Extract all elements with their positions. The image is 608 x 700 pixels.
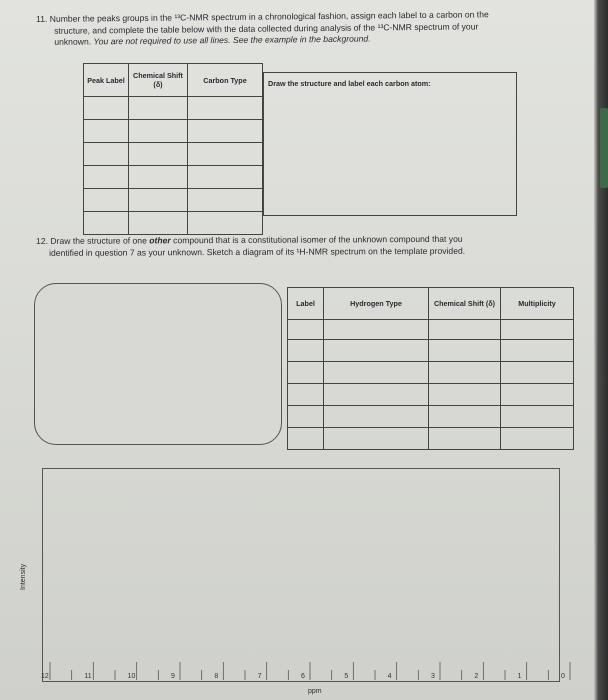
table-cell[interactable]: [288, 428, 324, 450]
table-row: [84, 212, 263, 235]
structure-drawing-box[interactable]: [263, 72, 517, 216]
table-cell[interactable]: [129, 189, 188, 212]
header-chemical-shift-2: Chemical Shift (δ): [429, 288, 501, 320]
tick-label: 0: [561, 673, 565, 680]
table-cell[interactable]: [501, 406, 574, 428]
table-cell[interactable]: [84, 120, 129, 143]
question-12-number: 12.: [36, 235, 49, 246]
question-11-line-3a: unknown.: [54, 36, 92, 47]
table-cell[interactable]: [288, 320, 324, 340]
table-cell[interactable]: [501, 320, 574, 340]
table-cell[interactable]: [324, 340, 429, 362]
table-cell[interactable]: [129, 166, 188, 189]
tick-label: 6: [301, 673, 305, 680]
carbon-nmr-table: [83, 63, 263, 235]
question-11-number: 11.: [36, 13, 48, 24]
table-cell[interactable]: [188, 120, 263, 143]
structure-drawing-label: Draw the structure and label each carbon atom:: [268, 79, 431, 88]
table-cell[interactable]: [129, 143, 188, 166]
table-cell[interactable]: [84, 189, 129, 212]
question-12-line-2: identified in question 7 as your unknown. Sketch a diagram of its ¹H-NMR spectrum on the template provided.: [49, 245, 466, 258]
header-multiplicity: Multiplicity: [501, 288, 574, 320]
header-carbon-type: Carbon Type: [188, 64, 263, 97]
table-cell[interactable]: [84, 97, 129, 120]
table-cell[interactable]: [324, 362, 429, 384]
question-12-line-1c: compound that is a constitutional isomer of the unknown compound that you: [173, 233, 463, 246]
tick-label: 4: [387, 673, 392, 680]
tick-label: 3: [431, 673, 435, 680]
table-cell[interactable]: [324, 384, 429, 406]
question-12-line-1b: other: [149, 235, 171, 246]
table-cell[interactable]: [84, 143, 129, 166]
table-cell[interactable]: [188, 97, 263, 120]
table-cell[interactable]: [324, 320, 429, 340]
table-cell[interactable]: [429, 406, 501, 428]
table-row: [288, 340, 574, 362]
table-cell[interactable]: [288, 340, 324, 362]
isomer-drawing-area[interactable]: [34, 283, 282, 445]
spectrum-x-axis-label: ppm: [308, 688, 322, 695]
header-chemical-shift: Chemical Shift (δ): [129, 64, 188, 97]
background-edge: [600, 108, 608, 188]
table-cell[interactable]: [84, 212, 129, 235]
table-cell[interactable]: [501, 362, 574, 384]
header-hydrogen-type: Hydrogen Type: [324, 288, 429, 320]
table-cell[interactable]: [288, 406, 324, 428]
table-cell[interactable]: [129, 120, 188, 143]
question-11-text: [36, 9, 489, 48]
tick-label: 11: [84, 673, 92, 680]
table-cell[interactable]: [501, 384, 574, 406]
tick-label: 2: [474, 673, 479, 680]
table-row: [288, 428, 574, 450]
table-row: [84, 120, 263, 143]
question-11-line-3b: You are not required to use all lines. See the example in the background.: [93, 33, 371, 47]
table-cell[interactable]: [84, 166, 129, 189]
page-edge-shadow: [594, 0, 608, 700]
question-11-line-1: Number the peaks groups in the ¹³C-NMR spectrum in a chronological fashion, assign each label to a carbon on the: [49, 9, 489, 24]
question-12-text: [36, 234, 465, 259]
table-cell[interactable]: [501, 340, 574, 362]
header-peak-label: Peak Label: [84, 64, 129, 97]
table-cell[interactable]: [188, 166, 263, 189]
table-row: [84, 97, 263, 120]
table-cell[interactable]: [129, 212, 188, 235]
table-cell[interactable]: [188, 189, 263, 212]
table-row: [288, 406, 574, 428]
table-row: [288, 362, 574, 384]
table-row: [288, 320, 574, 340]
table-cell[interactable]: [429, 428, 501, 450]
spectrum-template-area[interactable]: [42, 468, 560, 682]
tick-label: 1: [517, 673, 522, 680]
table-row: [84, 166, 263, 189]
header-label: Label: [288, 288, 324, 320]
table-cell[interactable]: [429, 340, 501, 362]
spectrum-y-axis-label: Intensity: [20, 563, 27, 590]
table-cell[interactable]: [429, 320, 501, 340]
proton-nmr-table: [287, 287, 574, 450]
tick-label: 12: [41, 673, 49, 680]
table-cell[interactable]: [324, 428, 429, 450]
question-12-line-1a: Draw the structure of one: [50, 235, 147, 246]
table-cell[interactable]: [501, 428, 574, 450]
table-cell[interactable]: [188, 143, 263, 166]
table-cell[interactable]: [288, 362, 324, 384]
question-11-line-2: structure, and complete the table below with the data collected during analysis of the ¹³C-NMR spectrum of your: [54, 20, 479, 36]
table-cell[interactable]: [188, 212, 263, 235]
table-row: [288, 384, 574, 406]
table-row: [84, 189, 263, 212]
table-cell[interactable]: [288, 384, 324, 406]
table-row: [84, 143, 263, 166]
tick-label: 8: [214, 673, 219, 680]
tick-label: 5: [344, 673, 349, 680]
table-cell[interactable]: [429, 384, 501, 406]
table-cell[interactable]: [429, 362, 501, 384]
table-cell[interactable]: [129, 97, 188, 120]
table-cell[interactable]: [324, 406, 429, 428]
tick-label: 10: [127, 673, 136, 680]
tick-label: 9: [171, 673, 175, 680]
tick-label: 7: [257, 673, 262, 680]
